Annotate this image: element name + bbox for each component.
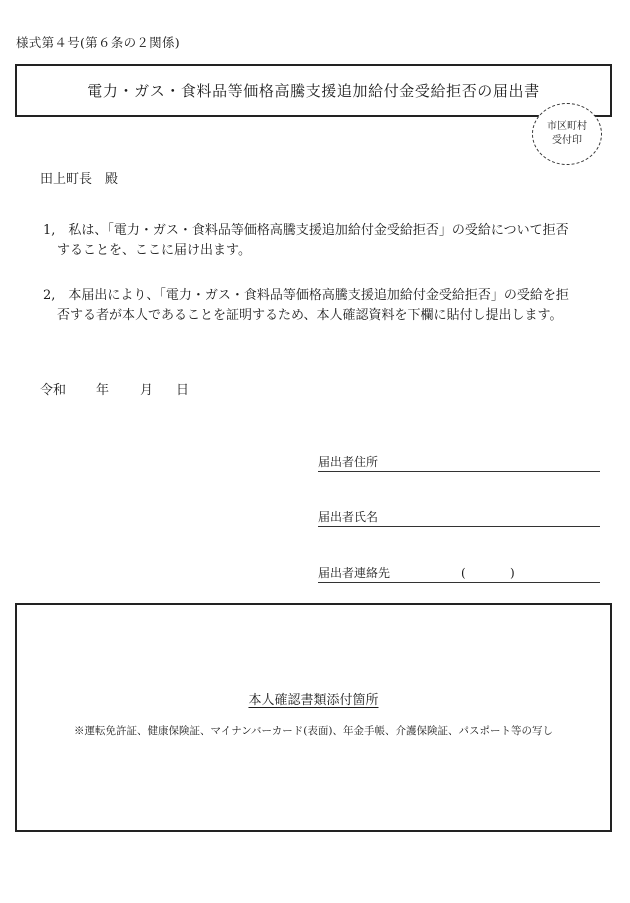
applicant-address-label: 届出者住所 bbox=[318, 455, 379, 469]
date-month-label: 月 bbox=[140, 383, 154, 398]
title-box bbox=[15, 64, 612, 117]
stamp-line-municipality: 市区町村 bbox=[547, 121, 587, 132]
contact-paren-open: ( bbox=[461, 566, 466, 580]
declaration-paragraph-1 bbox=[43, 221, 588, 261]
paragraph-2-line-2: 否する者が本人であることを証明するため、本人確認資料を下欄に貼付し提出します。 bbox=[57, 308, 563, 323]
paragraph-1-line-2: することを、ここに届け出ます。 bbox=[57, 243, 251, 258]
stamp-line-receipt: 受付印 bbox=[552, 135, 582, 146]
attachment-title: 本人確認書類添付箇所 bbox=[248, 693, 379, 708]
applicant-contact-field[interactable] bbox=[318, 566, 600, 583]
paragraph-2-line-1: 2, 本届出により、「電力・ガス・食料品等価格高騰支援追加給付金受給拒否」の受給を拒 bbox=[43, 288, 569, 303]
date-era: 令和 bbox=[40, 383, 67, 398]
date-year-label: 年 bbox=[96, 383, 110, 398]
addressee: 田上町長 殿 bbox=[40, 172, 119, 187]
contact-paren-close: ) bbox=[510, 566, 515, 580]
attachment-heading bbox=[17, 689, 610, 708]
date-day-label: 日 bbox=[176, 383, 190, 398]
form-number: 様式第４号(第６条の２関係) bbox=[16, 35, 180, 50]
document-title: 電力・ガス・食料品等価格高騰支援追加給付金受給拒否の届出書 bbox=[87, 82, 540, 100]
id-document-attachment-area bbox=[15, 603, 612, 832]
applicant-contact-label: 届出者連絡先 bbox=[318, 566, 391, 580]
declaration-paragraph-2 bbox=[43, 286, 588, 326]
attachment-note: ※運転免許証、健康保険証、マイナンバーカード(表面)、年金手帳、介護保険証、パスポート等の写し bbox=[73, 725, 553, 737]
applicant-address-field[interactable] bbox=[318, 455, 600, 472]
applicant-name-label: 届出者氏名 bbox=[318, 510, 379, 524]
applicant-name-field[interactable] bbox=[318, 510, 600, 527]
paragraph-1-line-1: 1, 私は、「電力・ガス・食料品等価格高騰支援追加給付金受給拒否」の受給について拒否 bbox=[43, 223, 569, 238]
date-line bbox=[40, 379, 189, 398]
reception-stamp bbox=[532, 103, 602, 165]
